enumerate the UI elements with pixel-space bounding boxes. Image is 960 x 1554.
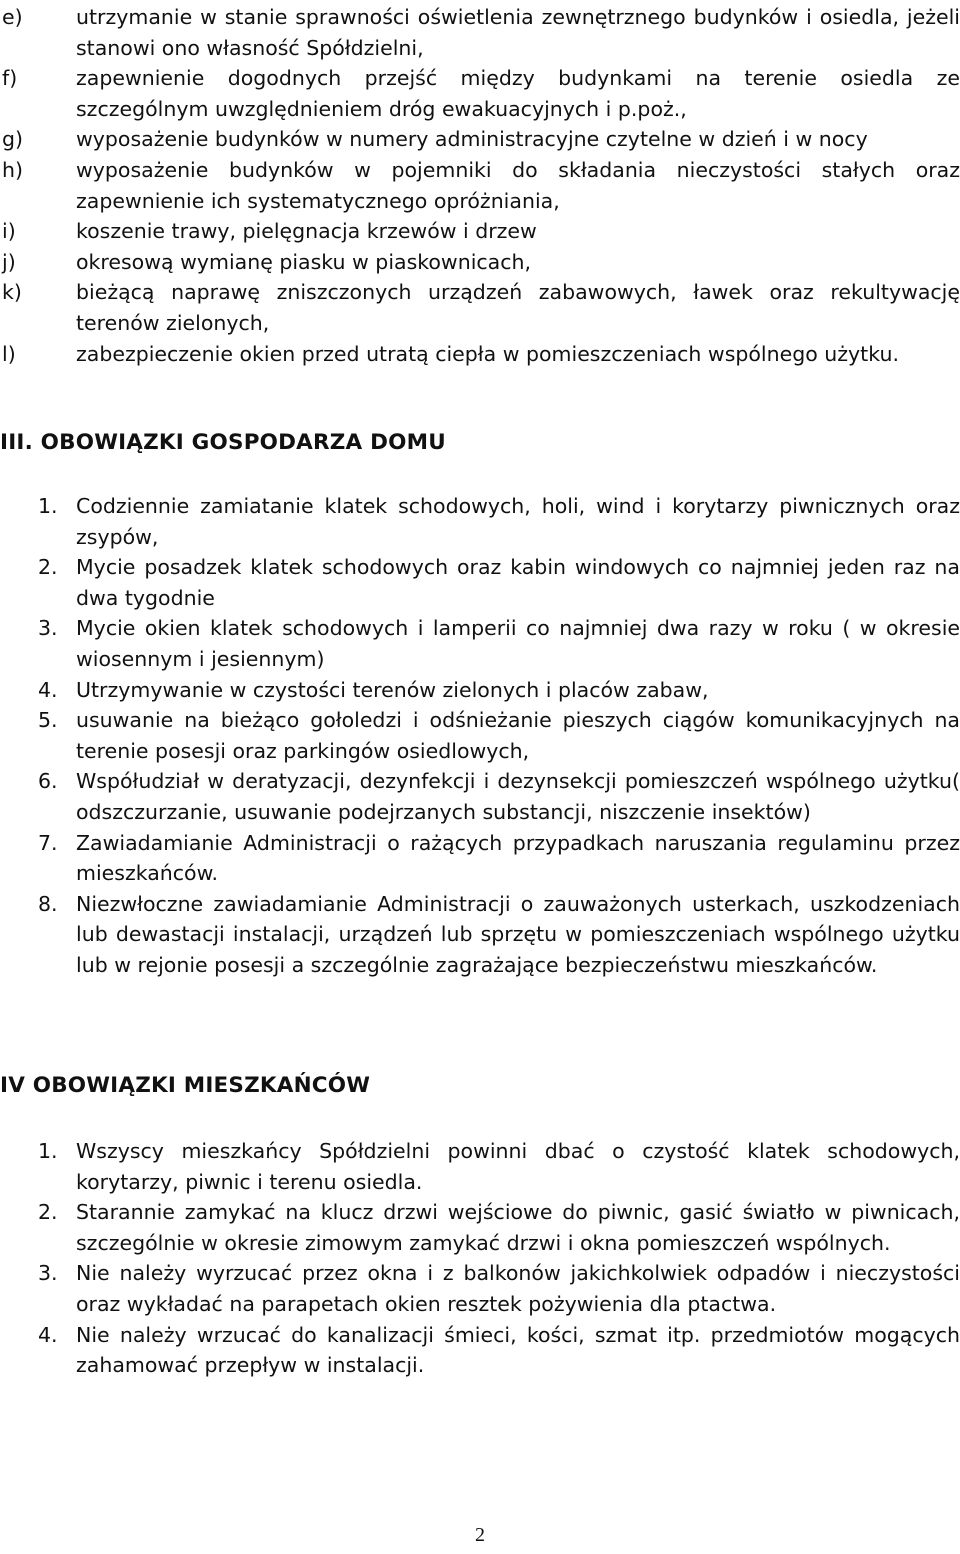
item-text: zabezpieczenie okien przed utratą ciepła w pomieszczeniach wspólnego użytku. — [76, 341, 899, 366]
list-item — [0, 705, 960, 766]
list-item — [0, 828, 960, 889]
item-text: Nie należy wyrzucać przez okna i z balkonów jakichkolwiek odpadów i nieczystości oraz wykładać na parapetach okien resztek pożywienia dla ptactwa. — [76, 1261, 960, 1316]
list-item — [0, 339, 960, 370]
item-text: wyposażenie budynków w numery administracyjne czytelne w dzień i w nocy — [76, 127, 868, 152]
item-text: Mycie okien klatek schodowych i lamperii co najmniej dwa razy w roku ( w okresie wiosennym i jesiennym) — [76, 616, 960, 671]
list-item — [0, 552, 960, 613]
item-marker: 1. e) — [2, 5, 23, 29]
item-text: Niezwłoczne zawiadamianie Administracji o zauważonych usterkach, uszkodzeniach lub dewastacji instalacji, urządzeń lub sprzętu w pomieszczeniach wspólnego użytku lub w rejonie posesji a szczególnie zagrażające bezpieczeństwu mieszkańców. — [76, 891, 960, 977]
item-text: Nie należy wrzucać do kanalizacji śmieci, kości, szmat itp. przedmiotów mogących zahamować przepływ w instalacji. — [76, 1322, 960, 1378]
list-item — [0, 766, 960, 827]
item-marker: 3. 3. — [38, 616, 58, 641]
item-text: wyposażenie budynków w pojemniki do składania nieczystości stałych oraz zapewnienie ich systematycznego opróżniania, — [76, 157, 960, 213]
list-item — [0, 1136, 960, 1197]
numbered-list — [0, 1136, 960, 1381]
list-item — [0, 155, 960, 216]
item-text: koszenie trawy, pielęgnacja krzewów i drzew — [76, 219, 537, 244]
item-marker: 4. h) — [2, 157, 23, 182]
item-text: Wszyscy mieszkańcy Spółdzielni powinni dbać o czystość klatek schodowych, korytarzy, piwnic i terenu osiedla. — [76, 1139, 960, 1194]
list-item — [0, 63, 960, 124]
item-marker: 5. i) — [2, 219, 16, 244]
item-marker: 6. j) — [2, 249, 16, 274]
list-item — [0, 1258, 960, 1319]
item-text: utrzymanie w stanie sprawności oświetlenia zewnętrznego budynków i osiedla, jeżeli stanowi ono własność Spółdzielni, — [76, 5, 960, 60]
list-item — [0, 675, 960, 706]
section-heading: III. OBOWIĄZKI GOSPODARZA DOMU — [0, 430, 446, 455]
list-item — [0, 1320, 960, 1381]
item-text: Zawiadamianie Administracji o rażących przypadkach naruszania regulaminu przez mieszkańców. — [76, 830, 960, 886]
item-marker: 7. k) — [2, 280, 22, 305]
item-marker: 6. 6. — [38, 769, 58, 794]
item-text: usuwanie na bieżąco gołoledzi i odśnieżanie pieszych ciągów komunikacyjnych na terenie posesji oraz parkingów osiedlowych, — [76, 708, 960, 763]
list-item — [0, 613, 960, 674]
page-number: 2 — [475, 1524, 485, 1546]
item-text: Codziennie zamiatanie klatek schodowych, holi, wind i korytarzy piwnicznych oraz zsypów, — [76, 494, 960, 549]
list-item — [0, 2, 960, 63]
item-marker: 8. 8. — [38, 891, 58, 916]
item-text: zapewnienie dogodnych przejść między budynkami na terenie osiedla ze szczególnym uwzględnieniem dróg ewakuacyjnych i p.poż., — [76, 66, 960, 121]
item-text: bieżącą naprawę zniszczonych urządzeń zabawowych, ławek oraz rekultywację terenów zielonych, — [76, 280, 960, 335]
item-marker: 4. 4. — [38, 677, 58, 702]
list-item — [0, 491, 960, 552]
list-item — [0, 216, 960, 247]
item-marker: 3. 3. — [38, 1261, 58, 1286]
item-marker: 2. f) — [2, 66, 18, 91]
list-item — [0, 1197, 960, 1258]
section-heading: IV OBOWIĄZKI MIESZKAŃCÓW — [0, 1073, 371, 1098]
list-item — [0, 247, 960, 278]
item-marker: 8. l) — [2, 341, 16, 366]
list-item — [0, 277, 960, 338]
list-item — [0, 124, 960, 155]
item-text: okresową wymianę piasku w piaskownicach, — [76, 249, 532, 274]
item-marker: 7. 7. — [38, 830, 58, 855]
item-marker: 1. 1. — [38, 494, 58, 518]
item-text: Współudział w deratyzacji, dezynfekcji i dezynsekcji pomieszczeń wspólnego użytku( odszczurzanie, usuwanie podejrzanych substancji, niszczenie insektów) — [76, 769, 960, 824]
item-marker: 2. 2. — [38, 555, 58, 580]
item-marker: 2. 2. — [38, 1200, 58, 1225]
item-text: Mycie posadzek klatek schodowych oraz kabin windowych co najmniej jeden raz na dwa tygodnie — [76, 555, 960, 610]
item-text: Utrzymywanie w czystości terenów zielonych i placów zabaw, — [76, 677, 709, 702]
list-item — [0, 889, 960, 981]
item-marker: 4. 4. — [38, 1322, 58, 1347]
item-marker: 3. g) — [2, 127, 24, 152]
item-marker: 5. 5. — [38, 708, 58, 733]
letter-list — [0, 2, 960, 369]
item-marker: 1. 1. — [38, 1139, 58, 1163]
numbered-list — [0, 491, 960, 981]
item-text: Starannie zamykać na klucz drzwi wejściowe do piwnic, gasić światło w piwnicach, szczególnie w okresie zimowym zamykać drzwi i okna pomieszczeń wspólnych. — [76, 1200, 960, 1255]
